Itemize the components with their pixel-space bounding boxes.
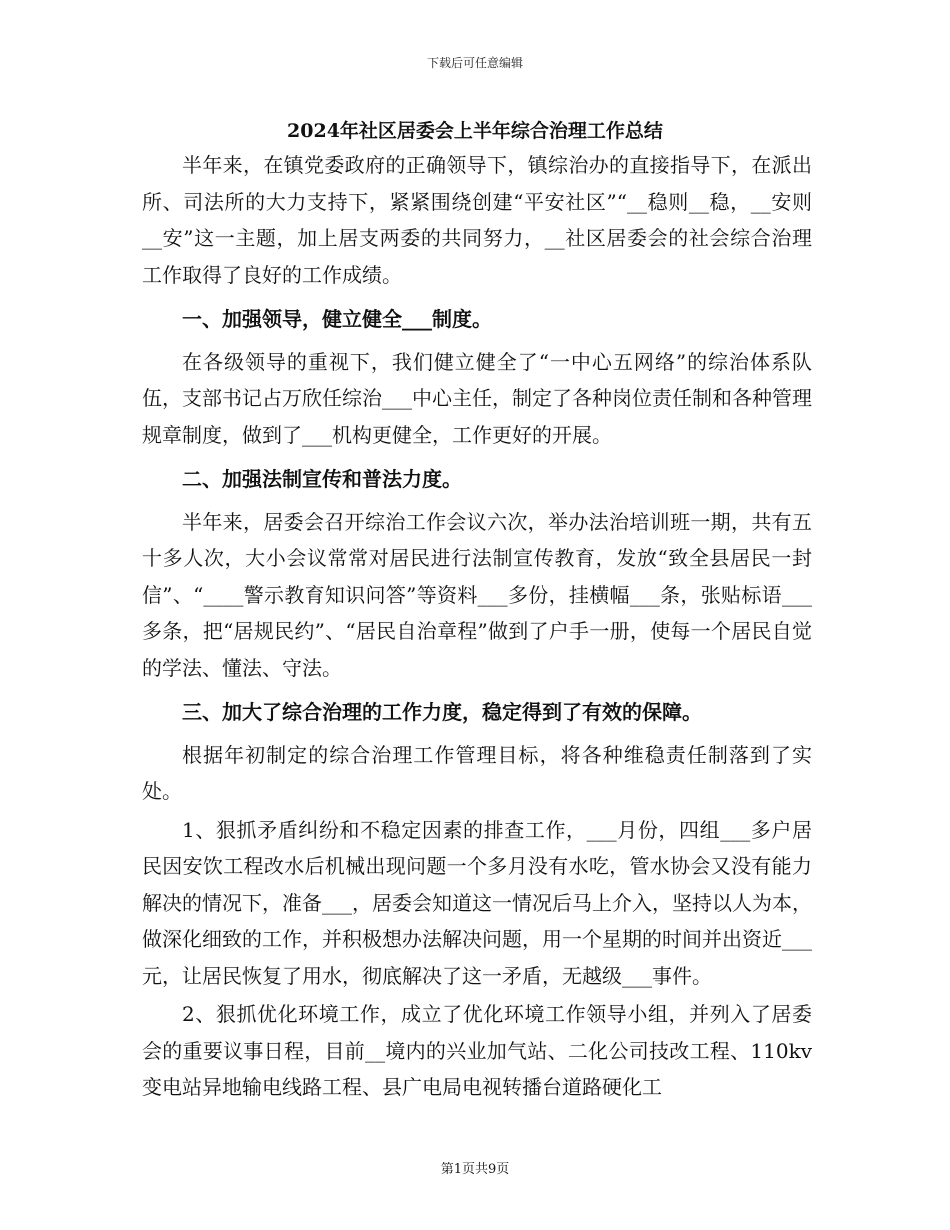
intro-paragraph: 半年来，在镇党委政府的正确领导下，镇综治办的直接指导下，在派出所、司法所的大力支持下，紧紧围绕创建“平安社区”“__稳则__稳，__安则__安”这一主题，加上居支两委的共同努力，__社区居委会的社会综合治理工作取得了良好的工作成绩。 [142,153,812,287]
list-item-paragraph: 1、狠抓矛盾纠纷和不稳定因素的排查工作，___月份，四组___多户居民因安饮工程改水后机械出现问题一个多月没有水吃，管水协会又没有能力解决的情况下，准备___，居委会知道这一情况后马上介入，坚持以人为本，做深化细致的工作，并积极想办法解决问题，用一个星期的时间并出资近___元，让居民恢复了用水，彻底解决了这一矛盾，无越级___事件。 [142,817,812,988]
body-paragraph: 半年来，居委会召开综治工作会议六次，举办法治培训班一期，共有五十多人次，大小会议常常对居民进行法制宣传教育，发放“致全县居民一封信”、“____警示教育知识问答”等资料___多份，挂横幅___条，张贴标语___多条，把“居规民约”、“居民自治章程”做到了户手一册，使每一个居民自觉的学法、懂法、守法。 [142,509,812,680]
body-paragraph: 在各级领导的重视下，我们健立健全了“一中心五网络”的综治体系队伍，支部书记占万欣任综治___中心主任，制定了各种岗位责任制和各种管理规章制度，做到了___机构更健全，工作更好的开展。 [142,349,812,447]
section-heading-2: 二、加强法制宣传和普法力度。 [182,467,462,491]
body-paragraph: 根据年初制定的综合治理工作管理目标，将各种维稳责任制落到了实处。 [142,742,812,803]
page-number: 第1页共9页 [440,1162,510,1177]
section-heading-3: 三、加大了综合治理的工作力度，稳定得到了有效的保障。 [182,700,702,724]
document-body [142,147,812,1106]
list-item-paragraph: 2、狠抓优化环境工作，成立了优化环境工作领导小组，并列入了居委会的重要议事日程，目前__境内的兴业加气站、二化公司技改工程、110kv变电站异地输电线路工程、县广电局电视转播台道路硬化工 [142,1002,812,1099]
section-heading-1: 一、加强领导，健立健全___制度。 [182,307,492,331]
document-title: 2024年社区居委会上半年综合治理工作总结 [287,120,663,142]
page-header-note: 下载后可任意编辑 [426,56,523,70]
